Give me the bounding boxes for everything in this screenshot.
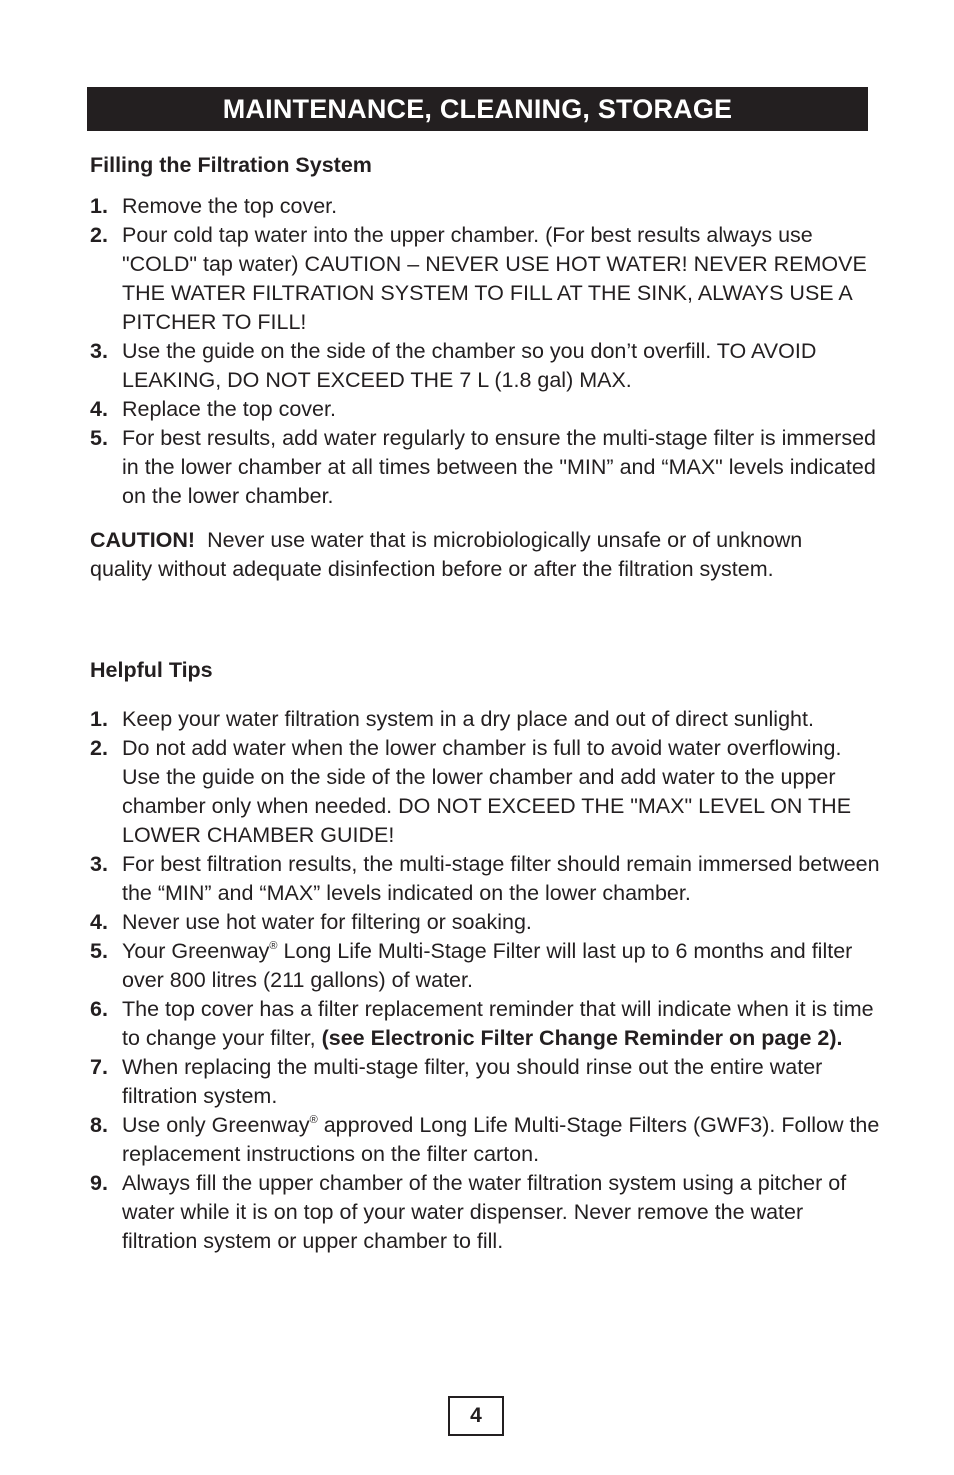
item-number: 8. bbox=[90, 1113, 108, 1137]
item-text: Keep your water filtration system in a dry place and out of direct sunlight. bbox=[122, 707, 814, 731]
item-text-end: approved Long Life Multi-Stage Filters (GWF3). Follow the replacement instructions on the filter carton. bbox=[122, 1113, 880, 1166]
list-item bbox=[90, 337, 880, 395]
item-text: Remove the top cover. bbox=[122, 194, 338, 218]
caution-paragraph bbox=[90, 526, 860, 584]
item-text: Never use hot water for filtering or soaking. bbox=[122, 910, 532, 934]
item-text: Replace the top cover. bbox=[122, 397, 336, 421]
page-number: 4 bbox=[448, 1396, 504, 1436]
item-number: 2. bbox=[90, 736, 108, 760]
item-text: Do not add water when the lower chamber is full to avoid water overflowing. Use the guide on the side of the lower chamber and add water to the upper chamber only when needed. DO NOT EXCEED THE "MAX" LEVEL ON THE LOWER CHAMBER GUIDE! bbox=[122, 736, 852, 847]
filling-steps-list bbox=[90, 192, 880, 511]
item-number: 6. bbox=[90, 997, 108, 1021]
item-number: 3. bbox=[90, 339, 108, 363]
caution-text: Never use water that is microbiologically unsafe or of unknown quality without adequate disinfection before or after the filtration system. bbox=[90, 528, 803, 581]
item-number: 4. bbox=[90, 397, 108, 421]
tips-list bbox=[90, 705, 880, 1256]
page-reference: (see Electronic Filter Change Reminder on page 2). bbox=[321, 1026, 843, 1050]
item-text: Use the guide on the side of the chamber so you don’t overfill. TO AVOID LEAKING, DO NOT EXCEED THE 7 L (1.8 gal) MAX. bbox=[122, 339, 817, 392]
list-item bbox=[90, 705, 880, 734]
item-text-start: Your Greenway bbox=[122, 939, 270, 963]
item-number: 2. bbox=[90, 223, 108, 247]
item-number: 9. bbox=[90, 1171, 108, 1195]
list-item bbox=[90, 221, 880, 337]
list-item bbox=[90, 1169, 880, 1256]
item-text-start: The top cover has a filter replacement reminder that will indicate when it is time to change your filter, bbox=[122, 997, 874, 1050]
tips-heading: Helpful Tips bbox=[90, 658, 213, 682]
section-title-banner: MAINTENANCE, CLEANING, STORAGE bbox=[87, 87, 868, 131]
filling-heading: Filling the Filtration System bbox=[90, 153, 372, 177]
list-item bbox=[90, 1111, 880, 1169]
registered-mark: ® bbox=[309, 1114, 318, 1126]
list-item bbox=[90, 995, 880, 1053]
item-number: 1. bbox=[90, 707, 108, 731]
item-text: Pour cold tap water into the upper chamber. (For best results always use "COLD" tap water) CAUTION – NEVER USE HOT WATER! NEVER REMOVE THE WATER FILTRATION SYSTEM TO FILL AT THE SINK, ALWAYS USE A PITCHER TO FILL! bbox=[122, 223, 867, 334]
list-item bbox=[90, 395, 880, 424]
caution-label: CAUTION! bbox=[90, 528, 196, 552]
list-item bbox=[90, 424, 880, 511]
item-text-end: Long Life Multi-Stage Filter will last up to 6 months and filter over 800 litres (211 gallons) of water. bbox=[122, 939, 853, 992]
list-item bbox=[90, 1053, 880, 1111]
list-item bbox=[90, 937, 880, 995]
item-text: When replacing the multi-stage filter, you should rinse out the entire water filtration system. bbox=[122, 1055, 823, 1108]
item-number: 5. bbox=[90, 426, 108, 450]
item-number: 3. bbox=[90, 852, 108, 876]
list-item bbox=[90, 850, 880, 908]
list-item bbox=[90, 908, 880, 937]
list-item bbox=[90, 192, 880, 221]
item-number: 4. bbox=[90, 910, 108, 934]
list-item bbox=[90, 734, 880, 850]
item-text: Always fill the upper chamber of the water filtration system using a pitcher of water while it is on top of your water dispenser. Never remove the water filtration system or upper chamber to fill. bbox=[122, 1171, 847, 1253]
item-text: For best results, add water regularly to ensure the multi-stage filter is immersed in the lower chamber at all times between the "MIN” and “MAX" levels indicated on the lower chamber. bbox=[122, 426, 876, 508]
item-number: 5. bbox=[90, 939, 108, 963]
item-text-start: Use only Greenway bbox=[122, 1113, 310, 1137]
item-number: 7. bbox=[90, 1055, 108, 1079]
item-text: For best filtration results, the multi-stage filter should remain immersed between the “MIN” and “MAX” levels indicated on the lower chamber. bbox=[122, 852, 880, 905]
item-number: 1. bbox=[90, 194, 108, 218]
registered-mark: ® bbox=[269, 940, 278, 952]
